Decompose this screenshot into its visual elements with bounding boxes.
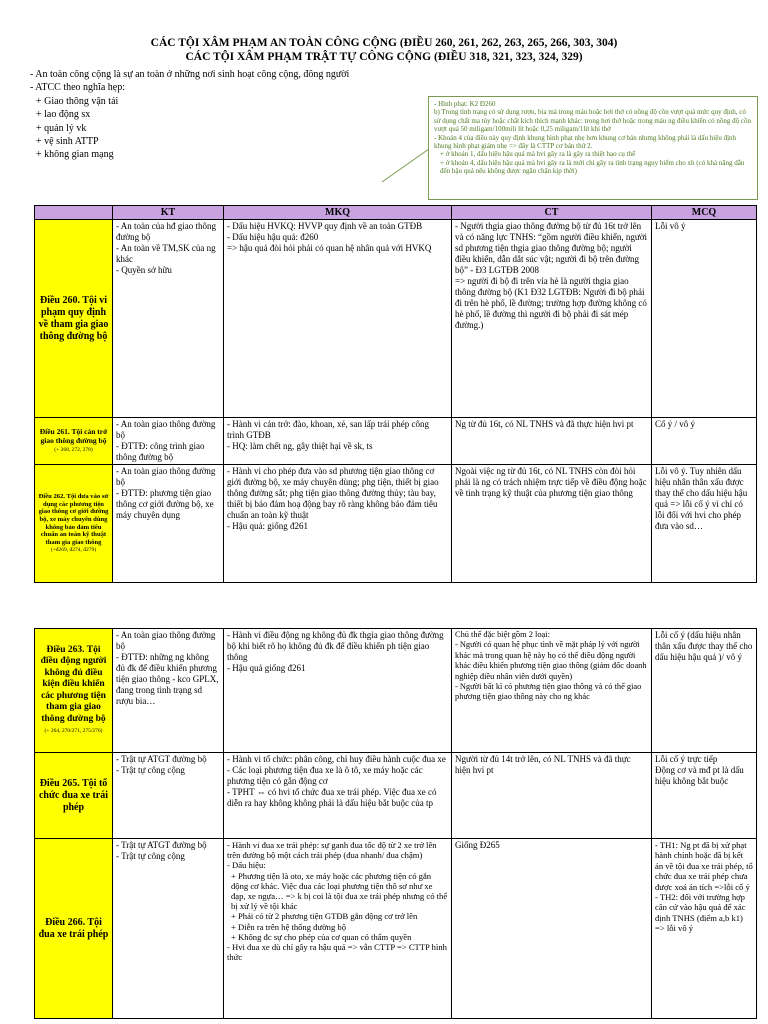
intro-line: + quản lý vk (36, 122, 87, 134)
cell-line: Ngoài việc ng từ đủ 16t, có NL TNHS còn đòi hỏi phải là ng có trách nhiệm trực tiếp về điều động hoặc về tình trạng kỹ thuật của phương tiện giao thông (455, 466, 647, 498)
crimes-table-1 (34, 205, 757, 583)
law-title: Điều 262. Tội đưa vào sử dụng các phương tiện giao thông cơ giới đường bộ, xe máy chuyên dùng không bảo đảm tiêu chuẩn an toàn kỹ thuật tham gia giao thông (38, 493, 109, 546)
cell-line: - TH1: Ng pt đã bị xử phạt hành chính hoặc đã bị kết án về tội đua xe trái phép, tổ chức đua xe trái phép chưa được xoá án tích =>lỗi cố ý (655, 840, 753, 892)
cell-line: - Hậu quả giống đ261 (227, 663, 306, 673)
law-title-cell (35, 418, 113, 465)
header-cell: CT (452, 206, 652, 220)
cell-line: + Diễn ra trên hệ thống đường bộ (231, 921, 347, 932)
law-title: Điều 265. Tội tổ chức đua xe trái phép (38, 777, 109, 813)
table-row (35, 465, 757, 583)
cell-line: - Trật tự ATGT đường bộ (116, 754, 207, 764)
table-row (35, 418, 757, 465)
cell-line: - Quyền sở hữu (116, 265, 172, 275)
kt-cell (113, 220, 224, 418)
cell-line: - ĐTTĐ: công trình giao thông đường bộ (116, 441, 205, 462)
header-cell: KT (113, 206, 224, 220)
intro-line: + Giao thông vận tải (36, 95, 119, 107)
cell-line: Lỗi cố ý trực tiếp (655, 754, 718, 764)
cell-line: => hậu quả đòi hỏi phải có quan hệ nhân quả với HVKQ (227, 243, 432, 253)
cell-line: - Hành vi cản trở: đào, khoan, xẻ, san lấp trái phép công trình GTĐB (227, 419, 429, 440)
cell-line: Giống Đ265 (455, 840, 500, 850)
law-ref: (+ 268, 272, 278) (54, 447, 93, 454)
cell-line: - Người bất kì có phương tiện giao thông và có thể giao phương tiện giao thông này cho ng khác (455, 682, 642, 702)
cell-line: - Dấu hiệu: (227, 860, 266, 871)
kt-cell (113, 418, 224, 465)
cell-line: Cố ý / vô ý (655, 419, 696, 429)
mkq-cell (224, 220, 452, 418)
cell-line: - HQ: làm chết ng, gây thiệt hại về sk, ts (227, 441, 373, 451)
note-line: + ở khoản 4, dấu hiệu hậu quả mà hvi gây ra là mới chỉ gây ra tình trạng nguy hiểm cho xh (có khả năng dẫn đến hậu quả nếu không được ngăn chặn kịp thời) (440, 158, 745, 176)
cell-line: - Người có quan hệ phục tình về mặt pháp lý với người khác mà trong quan hệ này họ có thể điều động người khác điều khiển phương tiện giao thông (giám đốc doanh nghiệp điều nhân viên dưới quyền) (455, 640, 647, 681)
mkq-cell (224, 418, 452, 465)
cell-line: - Người thgia giao thông đường bộ từ đủ 16t trở lên và có năng lực TNHS: “gồm người điều khiển, người sd phương tiện thgia giao thông đường bộ; người điều khiển, dẫn dắt súc vật; người đi bộ trên đường bộ” - Đ3 LGTĐB 2008 (455, 221, 647, 275)
title-line-1: CÁC TỘI XÂM PHẠM AN TOÀN CÔNG CỘNG (ĐIỀU 260, 261, 262, 263, 265, 266, 303, 304) (150, 37, 618, 49)
law-ref: (+đ269, đ274, đ279) (50, 547, 97, 554)
comment-box (428, 96, 758, 200)
law-title-cell (35, 220, 113, 418)
law-title-cell (35, 465, 113, 583)
cell-line: => người đi bộ đi trên vỉa hè là người thgia giao thông đường bộ (K1 Đ32 LGTĐB: Người đi bộ phải đi trên hè phố, lề đường; trường hợp đường không có hè phố, lề đường thì người đi bộ phải đi sát mép đường.) (455, 276, 647, 330)
intro-line: - An toàn công cộng là sự an toàn ở những nơi sinh hoạt công cộng, đông người (30, 69, 350, 80)
note-line: - Khoản 4 của điều này quy định khung hình phạt nhẹ hơn khung cơ bản nhưng không phải là dấu hiệu định khung hình phạt giảm nhẹ => đây là CTTP cơ bản thứ 2. (434, 133, 737, 151)
note-line: b) Trong tình trạng có sử dụng rượu, bia mà trong máu hoặc hơi thở có nồng độ cồn vượt quá mức quy định, có sử dụng chất ma túy hoặc chất kích thích mạnh khác: trong hơi thở hoặc trong máu ng điều khiển có nồng độ cồn vượt quá 50 miligam/100mili lít hoặc 0,25 miligam/1lít khí thở (434, 108, 751, 134)
cell-line: - ĐTTĐ: những ng không đủ đk để điều khiển phương tiện giao thông - kco GPLX, đang trong tình trạng sd rượu bia… (116, 652, 219, 706)
mcq-cell (652, 839, 757, 1019)
cell-line: - Hành vi đua xe trái phép: sự ganh đua tốc độ từ 2 xe trở lên trên đường bộ một cách trái phép (đua nhanh/ đua chậm) (227, 840, 437, 861)
cell-line: - Dấu hiệu hậu quả: đ260 (227, 232, 319, 242)
mkq-cell (224, 753, 452, 839)
ct-cell (452, 418, 652, 465)
kt-cell (113, 465, 224, 583)
cell-line: - An toàn về TM,SK của ng khác (116, 243, 216, 264)
law-title-cell (35, 839, 113, 1019)
cell-line: + Phương tiện là oto, xe máy hoặc các phương tiện có gắn động cơ khác. Việc đua các loại phương tiện thô sơ như xe đạp, xe ngựa… => k bị coi là tội đua xe trái phép nhưng có thể bị xử lý về tội khác (231, 870, 448, 912)
intro-list (30, 68, 430, 162)
table-header-row (35, 206, 757, 220)
cell-line: Lỗi vô ý (655, 221, 686, 231)
ct-cell (452, 220, 652, 418)
ct-cell (452, 839, 652, 1019)
header-cell: MKQ (224, 206, 452, 220)
law-title: Điều 260. Tội vi phạm quy định về tham gia giao thông đường bộ (38, 294, 109, 342)
header-cell (35, 206, 113, 220)
cell-line: + Phải có từ 2 phương tiện GTĐB gắn động cơ trở lên (231, 911, 418, 922)
cell-line: - An toàn giao thông đường bộ (116, 630, 216, 651)
cell-line: Ng từ đủ 16t, có NL TNHS và đã thực hiện hvi pt (455, 419, 634, 429)
kt-cell (113, 753, 224, 839)
mcq-cell (652, 629, 757, 753)
cell-line: - Hvi đua xe dù chỉ gây ra hậu quả => vẫn CTTP => CTTP hình thức (227, 942, 447, 963)
cell-line: Người từ đủ 14t trở lên, có NL TNHS và đã thực hiện hvi pt (455, 754, 631, 775)
cell-line: Động cơ và mđ pt là dấu hiệu không bắt buộc (655, 765, 744, 786)
law-title: Điều 263. Tội điều động người không đủ điều kiện điều khiển các phương tiện tham gia giao thông đường bộ (40, 644, 107, 724)
cell-line: Chủ thể đặc biệt gồm 2 loại: (455, 630, 550, 639)
intro-line: + vệ sinh ATTP (36, 136, 99, 148)
ct-cell (452, 465, 652, 583)
cell-line: - Hành vi tổ chức: phân công, chỉ huy điều hành cuộc đua xe (227, 754, 446, 764)
mcq-cell (652, 753, 757, 839)
cell-line: - Trật tự công cộng (116, 765, 185, 775)
cell-line: Lỗi vô ý. Tuy nhiên dấu hiệu nhân thân xấu được thay thế cho dấu hiệu hậu quả => lỗi cố ý vì chỉ có lỗi đối với hvi cho phép đưa vào sd… (655, 466, 748, 531)
kt-cell (113, 629, 224, 753)
cell-line: - An toàn giao thông đường bộ (116, 419, 216, 440)
mkq-cell (224, 629, 452, 753)
cell-line: - Trật tự công cộng (116, 851, 185, 861)
cell-line: - Trật tự ATGT đường bộ (116, 840, 207, 850)
mcq-cell (652, 220, 757, 418)
cell-line: - ĐTTĐ: phương tiện giao thông cơ giới đường bộ, xe máy chuyên dụng (116, 488, 214, 520)
page-titles (0, 36, 768, 64)
kt-cell (113, 839, 224, 1019)
intro-line: - ATCC theo nghĩa hẹp: (30, 82, 125, 94)
cell-line: - Hành vi điều động ng không đủ đk thgia giao thông đường bộ khi biết rõ họ không đủ đk để điều khiển ph tiện giao thông (227, 630, 444, 662)
mcq-cell (652, 418, 757, 465)
note-line: + ở khoản 1, dấu hiệu hậu quả mà hvi gây ra là gây ra thiệt hạo cụ thể (440, 150, 636, 159)
cell-line: - TPHT ⇔ có hvi tổ chức đua xe trái phép. Việc đua xe có diễn ra hay không không phải là dấu hiệu bắt buộc của tp (227, 787, 437, 808)
table-row (35, 839, 757, 1019)
intro-line: + không gian mạng (36, 149, 114, 161)
cell-line: Lỗi cố ý (dấu hiệu nhân thân xấu được thay thế cho dấu hiệu hậu quả )/ vô ý (655, 630, 753, 662)
ct-cell (452, 629, 652, 753)
table-row (35, 753, 757, 839)
cell-line: - TH2: đối với trường hợp căn cứ vào hậu quả để xác định TNHS (điểm a,b k1) => lỗi vô ý (655, 892, 746, 934)
table-row (35, 629, 757, 753)
law-ref: (+ 264, 270/271, 275/276) (44, 728, 103, 734)
law-title-cell (35, 629, 113, 753)
mkq-cell (224, 839, 452, 1019)
mcq-cell (652, 465, 757, 583)
table-row (35, 220, 757, 418)
header-cell: MCQ (652, 206, 757, 220)
note-line: - Hình phạt: K2 Đ260 (434, 100, 496, 108)
crimes-table-2 (34, 628, 757, 1019)
mkq-cell (224, 465, 452, 583)
cell-line: + Không đc sự cho phép của cơ quan có thẩm quyền (231, 931, 412, 942)
cell-line: - An toàn giao thông đường bộ (116, 466, 216, 487)
cell-line: - Dấu hiệu HVKQ: HVVP quy định về an toàn GTĐB (227, 221, 423, 231)
ct-cell (452, 753, 652, 839)
cell-line: - Các loại phương tiện đua xe là ô tô, xe máy hoặc các phương tiện có gắn động cơ (227, 765, 423, 786)
law-title-cell (35, 753, 113, 839)
title-line-2: CÁC TỘI XÂM PHẠM TRẬT TỰ CÔNG CỘNG (ĐIỀU 318, 321, 323, 324, 329) (185, 51, 583, 63)
intro-line: + lao động sx (36, 109, 91, 121)
law-title: Điều 266. Tội đua xe trái phép (38, 916, 109, 940)
law-title: Điều 261. Tội cản trở giao thông đường bộ (39, 427, 108, 445)
cell-line: - An toàn của hđ giao thông đường bộ (116, 221, 216, 242)
cell-line: - Hậu quả: giống đ261 (227, 521, 308, 531)
cell-line: - Hành vi cho phép đưa vào sd phương tiện giao thông cơ giới đường bộ, xe máy chuyên dùng; phg tiện, thiết bị giao thông đường sắt; phg tiện giao thông đường thủy; tàu bay, thiết bị bảo đảm hoạ động bay rõ ràng không bảo đảm tiêu chuẩn an toàn kỹ thuật (227, 466, 439, 520)
